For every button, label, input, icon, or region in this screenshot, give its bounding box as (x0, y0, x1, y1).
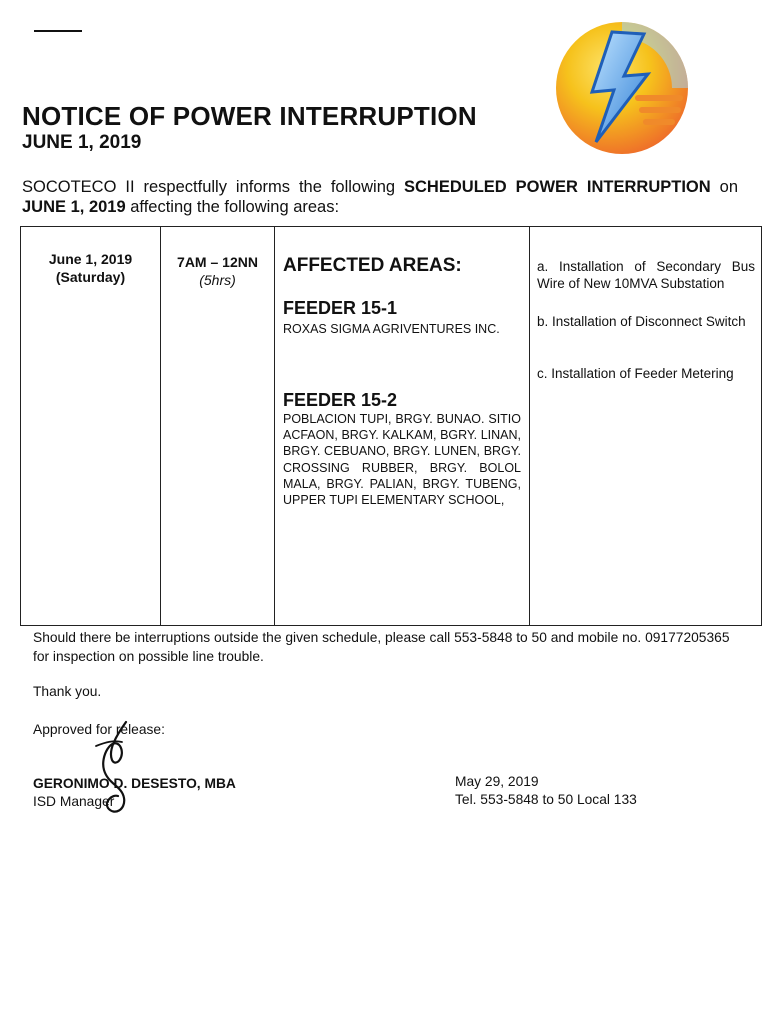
approved-label: Approved for release: (33, 722, 165, 737)
notice-date: JUNE 1, 2019 (22, 132, 142, 153)
closing-text: Thank you. (33, 684, 102, 699)
affected-areas-heading: AFFECTED AREAS: (283, 255, 462, 276)
notice-title: NOTICE OF POWER INTERRUPTION (22, 101, 477, 131)
intro-bold-1: SCHEDULED POWER INTERRUPTION (404, 178, 711, 196)
intro-bold-2: JUNE 1, 2019 (22, 198, 126, 216)
schedule-time: 7AM – 12NN (177, 254, 258, 270)
schedule-table (20, 226, 762, 626)
feeder-areas: POBLACION TUPI, BRGY. BUNAO. SITIO ACFAON, BRGY. KALKAM, BGRY. LINAN, BRGY. CEBUANO, BRGY. LUNEN, BRGY. CROSSING RUBBER, BRGY. BOLOL MALA, BRGY. PALIAN, BRGY. TUBENG, UPPER TUPI ELEMENTARY SCHOOL, (283, 412, 521, 508)
feeder-areas: ROXAS SIGMA AGRIVENTURES INC. (283, 322, 500, 336)
intro-text-3: affecting the following areas: (125, 198, 340, 216)
time-column (161, 227, 275, 625)
issue-telephone: Tel. 553-5848 to 50 Local 133 (455, 792, 637, 807)
top-dash-mark (34, 30, 82, 32)
issue-date: May 29, 2019 (455, 774, 539, 789)
schedule-date: June 1, 2019 (48, 251, 133, 267)
intro-text-1: respectfully informs the following (134, 178, 405, 196)
company-name: SOCOTECO II (22, 178, 135, 196)
work-item: a. Installation of Secondary Bus Wire of New 10MVA Substation (537, 259, 755, 291)
schedule-day: (Saturday) (55, 269, 126, 285)
areas-column (275, 227, 530, 625)
contact-note: Should there be interruptions outside the given schedule, please call 553-5848 to 50 and mobile no. 09177205365 for inspection on possible line trouble. (33, 630, 730, 664)
signatory-name: GERONIMO D. DESESTO, MBA (33, 776, 236, 791)
lightning-bolt-logo-icon (552, 18, 692, 158)
works-column (530, 227, 761, 625)
work-item: b. Installation of Disconnect Switch (537, 314, 746, 329)
intro-text-2: on (710, 178, 738, 196)
feeder-name: FEEDER 15-1 (283, 298, 398, 318)
intro-paragraph (22, 177, 738, 217)
signatory-position: ISD Manager (33, 794, 115, 809)
feeder-name: FEEDER 15-2 (283, 390, 398, 410)
date-column (21, 227, 161, 625)
work-item: c. Installation of Feeder Metering (537, 366, 734, 381)
schedule-duration: (5hrs) (199, 272, 236, 288)
